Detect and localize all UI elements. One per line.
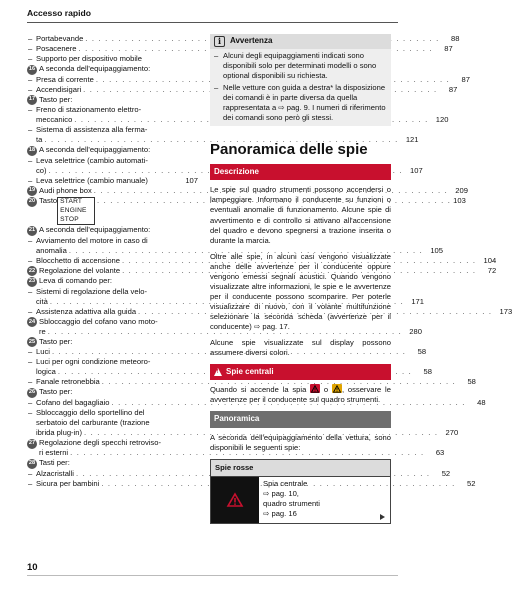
sub-entry — [27, 44, 453, 54]
numbered-entry — [27, 316, 422, 337]
bullet-dash: – — [28, 155, 33, 165]
callout-number-badge: 17 — [27, 95, 37, 105]
callout-number-badge: 23 — [27, 277, 37, 287]
sub-entry — [27, 397, 486, 408]
sub-entry — [27, 306, 512, 317]
entry-text: Sbloccaggio del cofano vano moto- — [39, 316, 158, 326]
numbered-entry — [27, 95, 198, 106]
warning-triangle-icon — [214, 368, 222, 376]
bullet-dash: – — [28, 84, 33, 94]
bullet-dash: – — [28, 74, 33, 84]
section-title: Panoramica delle spie — [210, 141, 368, 159]
entry-text: Blocchetto di accensione — [36, 255, 121, 265]
callout-number-badge: 28 — [27, 459, 37, 469]
entry-text: Luci per ogni condizione meteoro- — [36, 357, 151, 367]
numbered-entry — [27, 458, 198, 469]
numbered-entry — [27, 196, 466, 225]
continue-arrow-icon — [380, 514, 385, 520]
entry-text: Tasto per: — [39, 387, 73, 397]
page-reference[interactable]: 120 — [435, 115, 449, 125]
running-header: Accesso rapido — [27, 8, 91, 18]
bullet-dash: – — [28, 478, 33, 488]
entry-text: Cofano del bagagliaio — [36, 397, 110, 407]
entry-text: Presa di corrente — [36, 74, 94, 84]
bullet-dash: – — [28, 44, 33, 54]
sub-entry — [27, 84, 458, 95]
page-reference[interactable]: 121 — [405, 135, 419, 145]
entry-text: Sicura per bambini — [36, 478, 100, 488]
page-reference[interactable]: 171 — [411, 296, 424, 306]
page-reference[interactable]: 87 — [461, 74, 470, 84]
numbered-entry — [27, 276, 198, 287]
sub-entry — [27, 255, 497, 266]
page-reference[interactable]: 209 — [455, 185, 468, 195]
page-reference[interactable]: 173 — [499, 306, 512, 316]
numbered-entry — [27, 185, 468, 197]
overview-band: Panoramica — [210, 411, 391, 428]
entry-text: Regolazione degli specchi retrovisо- — [39, 438, 161, 448]
sub-entry — [27, 54, 198, 64]
entry-text: Tasto per: — [39, 336, 73, 346]
callout-number-badge: 25 — [27, 337, 37, 347]
table-header: Spie rosse — [211, 460, 390, 477]
bullet-dash: – — [28, 468, 33, 478]
paragraph: Le spie sul quadro strumenti possono accendersi o lampeggiare. Informano il conducente su funzioni o eventuali anomalie di funzionamento. Alcune spie di avvertimento e di controllo si attivano all'accensione del quadro e devono spegnersi a trazione inserita o durante la marcia. — [210, 185, 391, 245]
table-row — [211, 477, 390, 523]
overview-paragraph: A seconda dell'equipaggiamento della vettura, sono disponibili le seguenti spie: — [210, 432, 391, 452]
bullet-dash: – — [28, 397, 33, 407]
bullet-dash: – — [28, 105, 33, 115]
entry-text: meccanico — [36, 115, 73, 125]
note-body — [210, 49, 391, 126]
entry-text: Regolazione del volante — [39, 265, 121, 275]
callout-number-badge: 22 — [27, 266, 37, 276]
entry-text: Audi phone box — [39, 185, 92, 195]
bullet-dash: – — [28, 125, 33, 135]
bullet-dash: – — [28, 306, 33, 316]
numbered-entry — [27, 64, 198, 75]
paragraph: Oltre alle spie, in alcuni casi vengono visualizzate anche delle avvertenze per il conducente oppure vengono emessi segnali acustici. Quando vengono visualizzate altre informazioni, le spie e le avvertenze per il conducente possono scomparire. Per poterle visualizzare di nuovo, con il volante multifunzione selezionare la seconda scheda (avvertenze per il conducente) ⇨ pag. 17. — [210, 251, 391, 331]
page-reference[interactable]: 88 — [451, 34, 460, 43]
page-reference[interactable]: 52 — [467, 478, 476, 488]
entry-text: Leva selettrice (cambio manuale) — [36, 175, 148, 185]
page-reference[interactable]: 58 — [423, 367, 432, 377]
entry-text: Sistema di assistenza alla ferma- — [36, 125, 148, 135]
page-number: 10 — [27, 562, 38, 573]
entry-text: A seconda dell'equipaggiamento: — [39, 145, 151, 155]
sub-entry — [27, 74, 470, 85]
entry-text: A seconda dell'equipaggiamento: — [39, 64, 151, 74]
entry-text: serbatoio del carburante (trazione — [36, 418, 150, 428]
page-reference[interactable]: 58 — [417, 347, 427, 357]
page-reference[interactable]: 72 — [487, 265, 497, 275]
note-header — [210, 34, 391, 49]
note-item: – Nelle vetture con guida a destra* la disposizione dei comandi è in parte diversa da quella rappresentata a ⇨ pag. 9. I numeri di riferimento dei comandi sono però gli stessi. — [214, 83, 386, 123]
callout-number-badge: 16 — [27, 65, 37, 75]
paragraph: Alcune spie visualizzate sul display possono assumere diversi colori. — [210, 337, 391, 357]
entry-text: Luci — [36, 347, 50, 357]
numbered-entry — [27, 225, 198, 236]
start-engine-stop-key: START ENGINE STOP — [57, 197, 95, 225]
page-reference[interactable]: 87 — [448, 84, 458, 94]
page-reference[interactable]: 107 — [410, 165, 423, 175]
entry-text: Leva selettrice (cambio automati- — [36, 155, 148, 165]
entry-text: Tasto — [39, 196, 58, 206]
page-reference[interactable]: 270 — [445, 428, 459, 438]
entry-text: cità — [36, 296, 48, 306]
entry-text: logica — [36, 367, 56, 377]
entry-text: ibrida plug-in) — [36, 428, 83, 438]
sub-entry — [27, 377, 476, 387]
page-reference[interactable]: 280 — [409, 326, 422, 336]
page-reference[interactable]: 63 — [435, 448, 445, 458]
yellow-central-lamp-icon — [332, 384, 342, 393]
footer-rule — [27, 575, 398, 576]
entry-text: Fanale retronebbia — [36, 377, 100, 387]
page-reference[interactable]: 87 — [444, 44, 453, 54]
note-title: Avvertenza — [230, 36, 273, 46]
bullet-dash: – — [28, 255, 33, 265]
sub-entry — [27, 125, 419, 145]
description-band: Descrizione — [210, 164, 391, 181]
page-reference[interactable]: 107 — [185, 175, 198, 185]
info-icon: i — [214, 36, 225, 47]
sub-entry — [27, 235, 443, 256]
page-reference[interactable]: 52 — [441, 468, 451, 478]
entry-text: Tasto per: — [39, 94, 73, 104]
callout-number-badge: 20 — [27, 197, 37, 207]
warning-paragraph: Quando si accende la spia o , osservare le avvertenze per il conducente sul quadro strumenti. — [210, 385, 391, 405]
warning-lamps-table — [210, 459, 391, 524]
entry-text: A seconda dell'equipaggiamento: — [39, 225, 151, 235]
entry-text: Leva di comando per: — [39, 276, 113, 286]
numbered-entry — [27, 265, 497, 277]
sub-entry — [27, 478, 476, 489]
bullet-dash: – — [28, 235, 33, 245]
numbered-entry — [27, 337, 198, 348]
bullet-dash: – — [28, 175, 33, 185]
header-rule — [27, 22, 398, 23]
entry-text: ta — [36, 135, 43, 145]
entry-text: re — [39, 326, 46, 336]
numbered-entry — [27, 387, 198, 398]
sub-entry — [27, 468, 451, 479]
bullet-dash: – — [28, 34, 33, 43]
bullet-dash: – — [28, 408, 33, 417]
entry-text: Sistemi di regolazione della velo- — [36, 286, 148, 296]
entry-text: Supporto per dispositivo mobile — [36, 54, 142, 64]
entry-text: Sbloccaggio dello sportellino del — [36, 408, 145, 417]
callout-number-badge: 24 — [27, 317, 37, 327]
entry-text: Tasti per: — [39, 458, 70, 468]
sub-entry — [27, 176, 198, 186]
entry-text: Avviamento del motore in caso di — [36, 235, 148, 245]
entry-text: ri esterni — [39, 448, 69, 458]
entry-text: Accendisigari — [36, 84, 82, 94]
callout-number-badge: 21 — [27, 226, 37, 236]
page-reference[interactable]: 104 — [483, 255, 497, 265]
entry-text: co) — [36, 165, 47, 175]
entry-text: Portabevande — [36, 34, 84, 43]
callout-number-badge: 27 — [27, 439, 37, 449]
red-central-lamp-icon — [310, 384, 320, 393]
numbered-entry — [27, 145, 198, 156]
note-box — [210, 34, 391, 126]
entry-text: Posacenere — [36, 44, 77, 54]
bullet-dash: – — [28, 357, 33, 367]
sub-entry — [27, 105, 449, 125]
page-reference[interactable]: 48 — [477, 397, 486, 407]
entry-text: Alzacristalli — [36, 468, 74, 478]
callout-number-badge: 18 — [27, 146, 37, 156]
warning-band: ! Spie centrali — [210, 364, 391, 381]
page-reference[interactable]: 58 — [467, 377, 476, 387]
bullet-dash: – — [28, 347, 33, 357]
table-cell: Spia centrale ⇨ pag. 10, quadro strumenti ⇨ pag. 16 — [263, 478, 320, 518]
note-item: – Alcuni degli equipaggiamenti indicati sono disponibili solo per determinati modelli o sono optional disponibili su richiesta. — [214, 51, 377, 81]
sub-entry — [27, 286, 424, 307]
entry-text: anomalia — [36, 245, 67, 255]
page-reference[interactable]: 103 — [453, 196, 466, 206]
bullet-dash: – — [28, 54, 33, 64]
entry-text: Assistenza adattiva alla guida — [36, 306, 137, 316]
bullet-dash: – — [28, 377, 33, 387]
right-column — [210, 34, 391, 524]
callout-number-badge: 26 — [27, 388, 37, 398]
entry-text: Freno di stazionamento elettro- — [36, 105, 142, 115]
callout-number-badge: 19 — [27, 186, 37, 196]
bullet-dash: – — [28, 286, 33, 296]
red-warning-lamp-icon — [211, 477, 259, 523]
page-reference[interactable]: 105 — [430, 245, 443, 255]
